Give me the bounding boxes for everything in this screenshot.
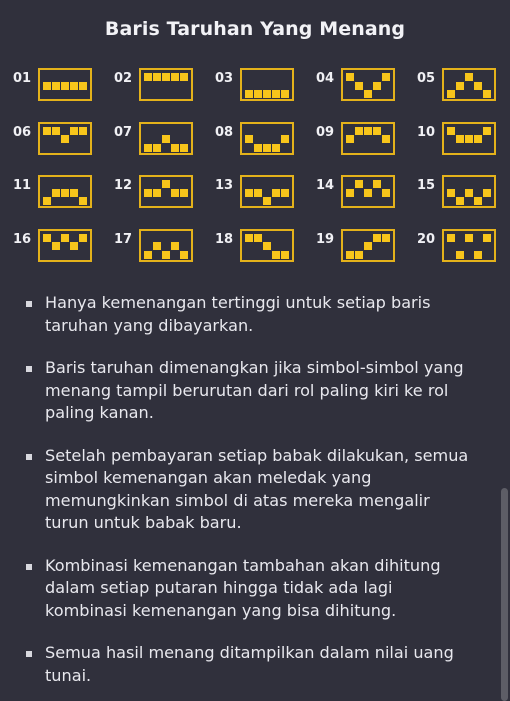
payline-symbol-square — [346, 189, 354, 197]
payline-item — [11, 174, 112, 214]
payline-item — [415, 228, 510, 268]
payline-symbol-square — [171, 242, 179, 250]
payline-symbol-square — [153, 73, 161, 81]
payline-diagram — [442, 175, 496, 208]
payline-symbol-square — [79, 127, 87, 135]
payline-diagram — [240, 122, 294, 155]
payline-symbol-square — [153, 242, 161, 250]
payline-symbol-square — [144, 189, 152, 197]
payline-symbol-square — [465, 189, 473, 197]
payline-diagram — [341, 175, 395, 208]
payline-symbol-square — [43, 234, 51, 242]
payline-symbol-square — [61, 135, 69, 143]
payline-diagram — [442, 68, 496, 101]
payline-symbol-square — [70, 127, 78, 135]
payline-symbol-square — [483, 127, 491, 135]
payline-symbol-square — [447, 127, 455, 135]
payline-symbol-square — [373, 127, 381, 135]
payline-symbol-square — [281, 135, 289, 143]
rule-text: Baris taruhan dimenangkan jika simbol-simbol yang menang tampil berurutan dari rol paling kiri ke rol paling kanan. — [45, 358, 464, 422]
payline-symbol-square — [373, 180, 381, 188]
payline-symbol-square — [171, 189, 179, 197]
payline-symbol-square — [254, 234, 262, 242]
payline-symbol-square — [474, 197, 482, 205]
bullet-icon — [26, 564, 32, 570]
rules-list — [26, 292, 476, 701]
payline-symbol-square — [52, 127, 60, 135]
payline-item — [112, 121, 213, 161]
payline-diagram — [240, 175, 294, 208]
payline-symbol-square — [364, 127, 372, 135]
payline-item — [112, 228, 213, 268]
payline-symbol-square — [52, 242, 60, 250]
payline-symbol-square — [144, 251, 152, 259]
payline-symbol-square — [254, 144, 262, 152]
payline-symbol-square — [456, 135, 464, 143]
payline-symbol-square — [70, 189, 78, 197]
bullet-icon — [26, 301, 32, 307]
payline-symbol-square — [465, 135, 473, 143]
payline-diagram — [341, 229, 395, 262]
payline-symbol-square — [456, 251, 464, 259]
payline-number: 20 — [417, 231, 436, 247]
rule-text: Setelah pembayaran setiap babak dilakukan, semua simbol kemenangan akan meledak yang memungkinkan simbol di atas mereka mengalir turun untuk babak baru. — [45, 445, 469, 532]
payline-item — [415, 174, 510, 214]
payline-number: 11 — [13, 178, 32, 193]
payline-number: 16 — [13, 231, 32, 247]
payline-symbol-square — [79, 234, 87, 242]
rule-item — [26, 292, 476, 337]
rule-item — [26, 642, 476, 687]
payline-symbol-square — [61, 234, 69, 242]
payline-symbol-square — [153, 189, 161, 197]
payline-diagram — [38, 122, 92, 155]
payline-symbol-square — [281, 90, 289, 98]
payline-diagram — [38, 175, 92, 208]
payline-item — [112, 174, 213, 214]
payline-symbol-square — [180, 73, 188, 81]
payline-symbol-square — [153, 144, 161, 152]
payline-item — [11, 228, 112, 268]
payline-symbol-square — [245, 135, 253, 143]
payline-symbol-square — [456, 82, 464, 90]
payline-symbol-square — [382, 135, 390, 143]
page-title: Baris Taruhan Yang Menang — [104, 18, 406, 40]
payline-number: 19 — [316, 231, 335, 247]
payline-symbol-square — [382, 189, 390, 197]
payline-symbol-square — [382, 73, 390, 81]
payline-symbol-square — [171, 144, 179, 152]
payline-symbol-square — [281, 251, 289, 259]
rule-item — [26, 555, 476, 623]
payline-diagram — [139, 122, 193, 155]
rule-item — [26, 357, 476, 425]
payline-number: 12 — [114, 178, 133, 193]
payline-item — [415, 121, 510, 161]
payline-symbol-square — [162, 180, 170, 188]
payline-diagram — [139, 229, 193, 262]
payline-symbol-square — [70, 242, 78, 250]
payline-symbol-square — [456, 197, 464, 205]
payline-number: 15 — [417, 178, 436, 193]
payline-diagram — [341, 68, 395, 101]
payline-item — [112, 67, 213, 107]
payline-symbol-square — [272, 189, 280, 197]
payline-symbol-square — [355, 251, 363, 259]
payline-symbol-square — [355, 82, 363, 90]
payline-number: 09 — [316, 124, 335, 140]
bullet-icon — [26, 454, 32, 460]
payline-symbol-square — [263, 90, 271, 98]
payline-symbol-square — [272, 251, 280, 259]
payline-symbol-square — [61, 189, 69, 197]
payline-item — [314, 121, 415, 161]
bullet-icon — [26, 651, 32, 657]
payline-number: 03 — [215, 71, 234, 86]
payline-symbol-square — [61, 82, 69, 90]
payline-item — [213, 174, 314, 214]
payline-diagram — [442, 122, 496, 155]
payline-symbol-square — [447, 234, 455, 242]
payline-symbol-square — [447, 189, 455, 197]
payline-item — [314, 174, 415, 214]
payline-symbol-square — [355, 180, 363, 188]
payline-symbol-square — [144, 73, 152, 81]
payline-symbol-square — [79, 82, 87, 90]
payline-diagram — [38, 68, 92, 101]
payline-symbol-square — [171, 73, 179, 81]
payline-item — [213, 228, 314, 268]
payline-symbol-square — [483, 90, 491, 98]
payline-number: 17 — [114, 231, 133, 247]
payline-symbol-square — [245, 90, 253, 98]
payline-number: 06 — [13, 124, 32, 140]
payline-symbol-square — [162, 73, 170, 81]
payline-diagram — [38, 229, 92, 262]
payline-number: 05 — [417, 71, 436, 86]
rule-item — [26, 445, 476, 535]
payline-number: 08 — [215, 124, 234, 140]
payline-number: 07 — [114, 124, 133, 140]
payline-diagram — [442, 229, 496, 262]
payline-item — [415, 67, 510, 107]
payline-symbol-square — [483, 234, 491, 242]
payline-symbol-square — [245, 189, 253, 197]
payline-symbol-square — [373, 234, 381, 242]
payline-symbol-square — [465, 234, 473, 242]
payline-symbol-square — [474, 135, 482, 143]
payline-symbol-square — [43, 197, 51, 205]
payline-symbol-square — [281, 189, 289, 197]
payline-number: 04 — [316, 71, 335, 86]
payline-symbol-square — [474, 82, 482, 90]
payline-symbol-square — [272, 144, 280, 152]
payline-number: 18 — [215, 231, 234, 247]
payline-symbol-square — [79, 197, 87, 205]
payline-number: 02 — [114, 71, 133, 86]
scrollbar-thumb[interactable] — [501, 488, 508, 701]
payline-symbol-square — [52, 82, 60, 90]
payline-symbol-square — [263, 197, 271, 205]
payline-diagram — [139, 68, 193, 101]
payline-symbol-square — [465, 73, 473, 81]
payline-symbol-square — [346, 251, 354, 259]
payline-symbol-square — [346, 135, 354, 143]
payline-symbol-square — [254, 90, 262, 98]
payline-symbol-square — [162, 135, 170, 143]
payline-number: 01 — [13, 71, 32, 86]
rule-text: Semua hasil menang ditampilkan dalam nilai uang tunai. — [45, 643, 454, 685]
payline-symbol-square — [263, 242, 271, 250]
payline-symbol-square — [180, 251, 188, 259]
payline-item — [314, 228, 415, 268]
payline-diagram — [240, 229, 294, 262]
payline-diagram — [341, 122, 395, 155]
bullet-icon — [26, 366, 32, 372]
payline-symbol-square — [364, 242, 372, 250]
payline-diagram — [240, 68, 294, 101]
rule-text: Kombinasi kemenangan tambahan akan dihitung dalam setiap putaran hingga tidak ada lagi kombinasi kemenangan yang bisa dihitung. — [45, 555, 441, 620]
payline-symbol-square — [43, 82, 51, 90]
rule-text: Hanya kemenangan tertinggi untuk setiap baris taruhan yang dibayarkan. — [45, 293, 431, 335]
payline-symbol-square — [254, 189, 262, 197]
payline-symbol-square — [364, 90, 372, 98]
payline-item — [11, 67, 112, 107]
payline-symbol-square — [355, 127, 363, 135]
payline-symbol-square — [162, 251, 170, 259]
payline-item — [213, 67, 314, 107]
payline-number: 13 — [215, 178, 234, 193]
payline-symbol-square — [144, 144, 152, 152]
payline-symbol-square — [272, 90, 280, 98]
payline-symbol-square — [373, 82, 381, 90]
payline-symbol-square — [483, 189, 491, 197]
payline-symbol-square — [245, 234, 253, 242]
payline-symbol-square — [70, 82, 78, 90]
payline-item — [314, 67, 415, 107]
payline-symbol-square — [447, 90, 455, 98]
payline-symbol-square — [180, 144, 188, 152]
payline-number: 10 — [417, 124, 436, 140]
payline-symbol-square — [474, 251, 482, 259]
payline-symbol-square — [263, 144, 271, 152]
payline-symbol-square — [43, 127, 51, 135]
payline-symbol-square — [382, 234, 390, 242]
payline-diagram — [139, 175, 193, 208]
payline-symbol-square — [52, 189, 60, 197]
payline-symbol-square — [364, 189, 372, 197]
payline-symbol-square — [180, 189, 188, 197]
payline-grid — [11, 67, 501, 281]
payline-symbol-square — [346, 73, 354, 81]
payline-item — [11, 121, 112, 161]
payline-number: 14 — [316, 178, 335, 193]
payline-item — [213, 121, 314, 161]
